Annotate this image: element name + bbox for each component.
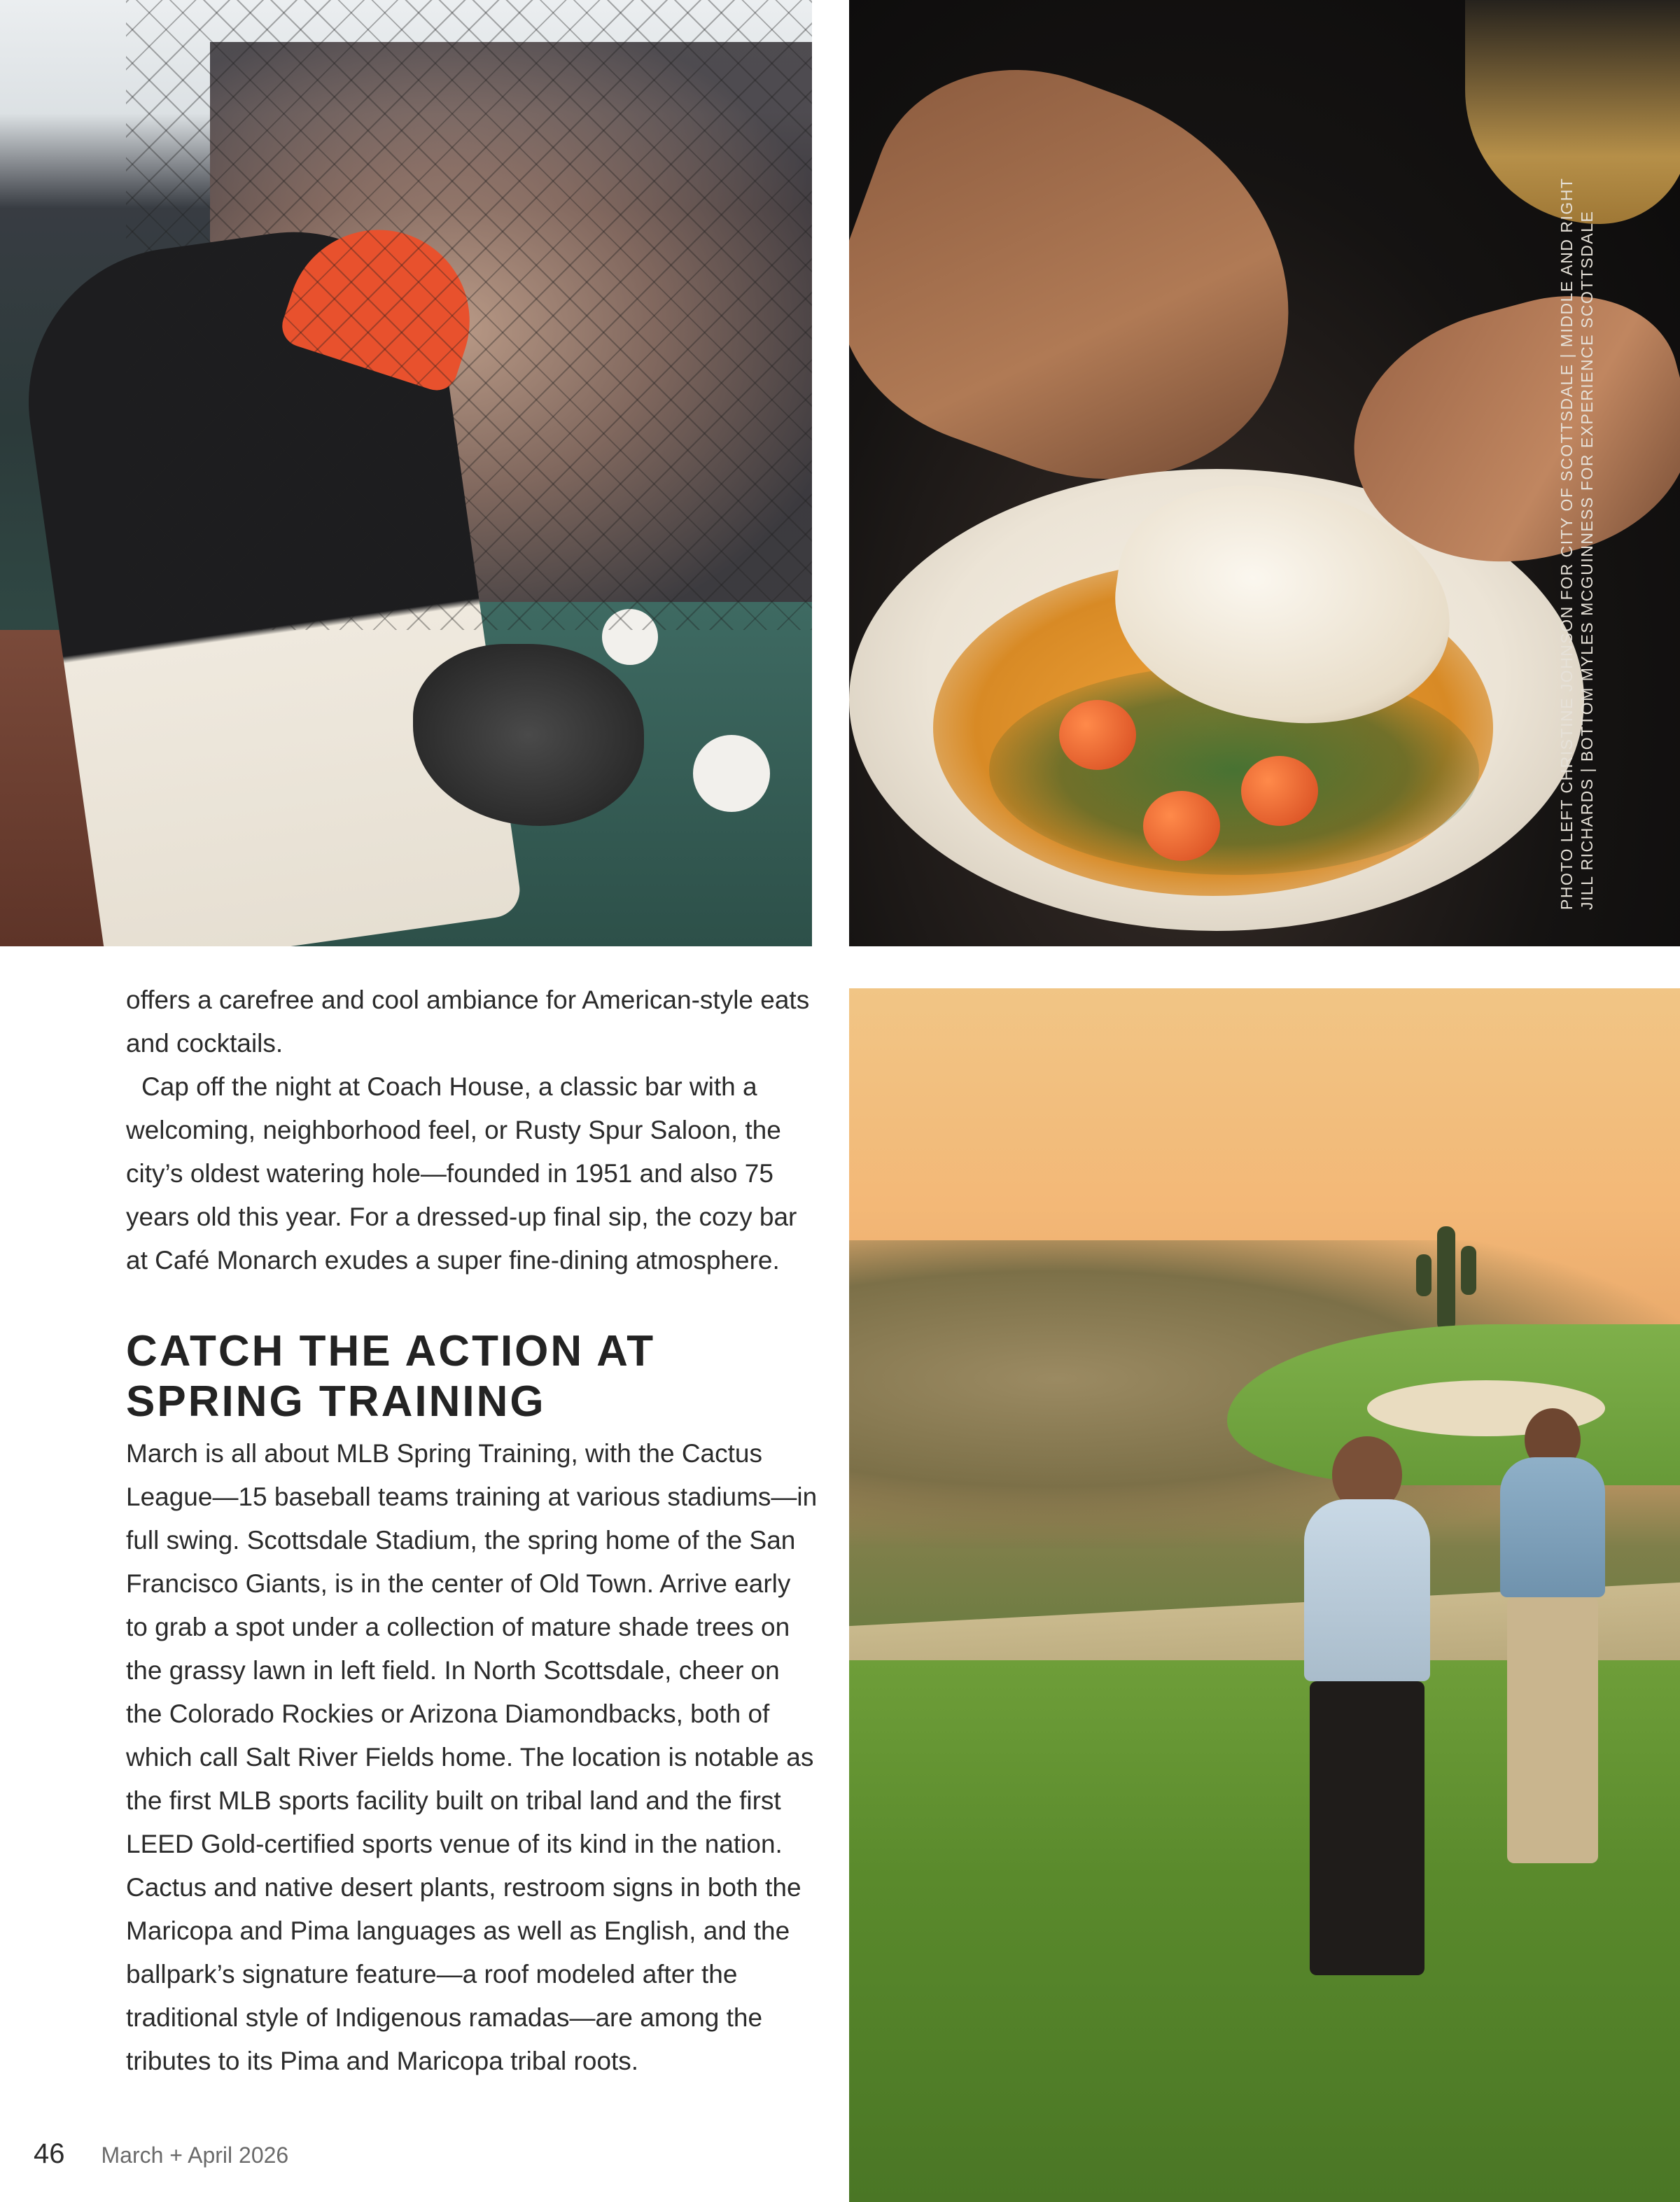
photo-credit-line-1: PHOTO LEFT CHRISTINE JOHNSON FOR CITY OF SCOTTSDALE | MIDDLE AND RIGHT xyxy=(1558,177,1576,910)
section-body xyxy=(126,1432,819,2083)
photo-credit-line-2: JILL RICHARDS | BOTTOM MYLES MCGUINNESS FOR EXPERIENCE SCOTTSDALE xyxy=(1578,210,1596,910)
baseball-autograph-photo xyxy=(0,0,812,946)
plated-fish-photo xyxy=(849,0,1680,946)
golfer-watching xyxy=(1290,1436,1444,1982)
section-heading-line-2: SPRING TRAINING xyxy=(126,1377,546,1426)
folio xyxy=(34,2138,288,2175)
protective-netting xyxy=(126,0,812,630)
tomato xyxy=(1059,700,1136,770)
section-heading xyxy=(126,1326,819,1427)
chef-hand-left xyxy=(849,26,1348,534)
photo-credit xyxy=(1557,154,1597,910)
saguaro-cactus xyxy=(1437,1226,1455,1331)
desert-golf-photo xyxy=(849,988,1680,2202)
intro-paragraph-1: offers a carefree and cool ambiance for American-style eats and cocktails. xyxy=(126,986,810,1058)
issue-date: March + April 2026 xyxy=(101,2143,289,2168)
baseball xyxy=(693,735,770,812)
intro-text xyxy=(126,979,819,1282)
page-number: 46 xyxy=(34,2138,65,2169)
tomato xyxy=(1241,756,1318,826)
golfer-swinging xyxy=(1493,1408,1612,1870)
section-paragraph: March is all about MLB Spring Training, with the Cactus League—15 baseball teams training at various stadiums—in full swing. Scottsdale Stadium, the spring home of the San Francisco Giants, is in the center of Old Town. Arrive early to grab a spot under a collection of mature shade trees on the grassy lawn in left field. In North Scottsdale, cheer on the Colorado Rockies or Arizona Diamondbacks, both of which call Salt River Fields home. The location is notable as the first MLB sports facility built on tribal land and the first LEED Gold-certified sports venue of its kind in the nation. Cactus and native desert plants, restroom signs in both the Maricopa and Pima languages as well as English, and the ballpark’s signature feature—a roof modeled after the traditional style of Indigenous ramadas—are among the tributes to its Pima and Maricopa tribal roots. xyxy=(126,1439,818,2075)
tomato xyxy=(1143,791,1220,861)
section-heading-line-1: CATCH THE ACTION AT xyxy=(126,1327,656,1375)
intro-paragraph-2: Cap off the night at Coach House, a classic bar with a welcoming, neighborhood feel, or Rusty Spur Saloon, the city’s oldest watering hole—founded in 1951 and also 75 years old this year. For a dressed-up final sip, the cozy bar at Café Monarch exudes a super fine-dining atmosphere. xyxy=(126,1072,797,1275)
